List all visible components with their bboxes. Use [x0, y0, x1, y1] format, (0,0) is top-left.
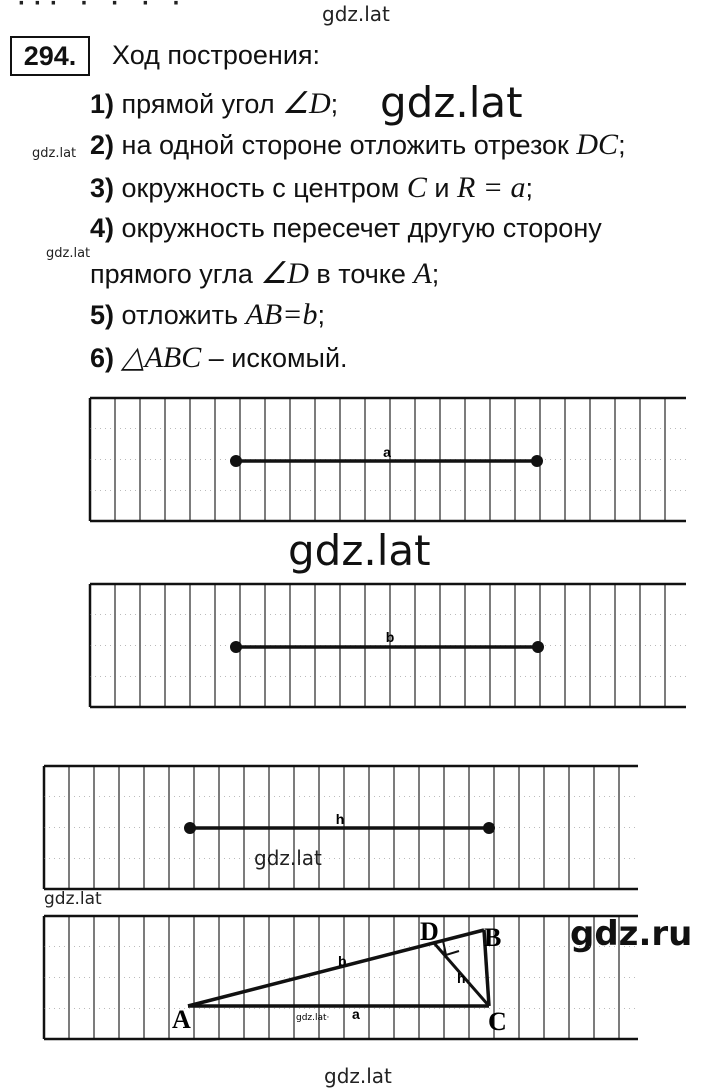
step-1: 1) прямой угол ∠D;: [90, 87, 339, 120]
problem-number: 294.: [10, 36, 90, 76]
watermark-left-3: gdz.lat: [44, 889, 102, 909]
right-angle-mark: [443, 941, 459, 955]
vertex-c-label: C: [488, 1007, 507, 1036]
watermark-left-2: gdz.lat: [46, 246, 91, 261]
watermark-big-1: gdz.lat: [380, 78, 523, 127]
step-4-continued: прямого угла ∠D в точке A;: [90, 257, 440, 290]
watermark-mid: gdz.lat: [254, 846, 322, 870]
segment-a-label: a: [383, 444, 391, 460]
step-6: 6) △ABC – искомый.: [90, 341, 348, 374]
vertex-d-label: D: [420, 917, 439, 946]
vertex-a-label: A: [172, 1005, 191, 1034]
watermark-bottom: gdz.lat: [324, 1064, 392, 1088]
cut-off-text: ··· · · · ·: [18, 0, 189, 17]
vertex-b-label: B: [484, 923, 502, 952]
watermark-big-2: gdz.lat: [288, 526, 431, 575]
watermark-left-1: gdz.lat: [32, 146, 77, 161]
step-4: 4) окружность пересечет другую сторону: [90, 213, 602, 243]
triangle-abc: [172, 917, 507, 1036]
watermark-top: gdz.lat: [322, 2, 390, 26]
watermark-inline: gdz.lat·: [296, 1013, 330, 1023]
side-b-label: b: [338, 953, 347, 969]
grid-paper: [44, 398, 686, 1039]
step-3: 3) окружность с центром C и R = a;: [90, 171, 534, 204]
segment-b-label: b: [385, 629, 395, 645]
step-2: 2) на одной стороне отложить отрезок DC;: [90, 128, 626, 161]
step-5: 5) отложить AB=b;: [90, 298, 325, 331]
segment-b: [230, 629, 544, 653]
segment-h: [184, 811, 495, 834]
segment-a: [230, 444, 543, 467]
problem-heading: Ход построения:: [112, 40, 321, 70]
watermark-ru: gdz.ru: [570, 914, 693, 954]
side-h-label: h: [457, 970, 466, 986]
grid-panel: [44, 916, 638, 1039]
side-a-label: a: [352, 1006, 360, 1022]
segment-h-label: h: [335, 811, 345, 827]
